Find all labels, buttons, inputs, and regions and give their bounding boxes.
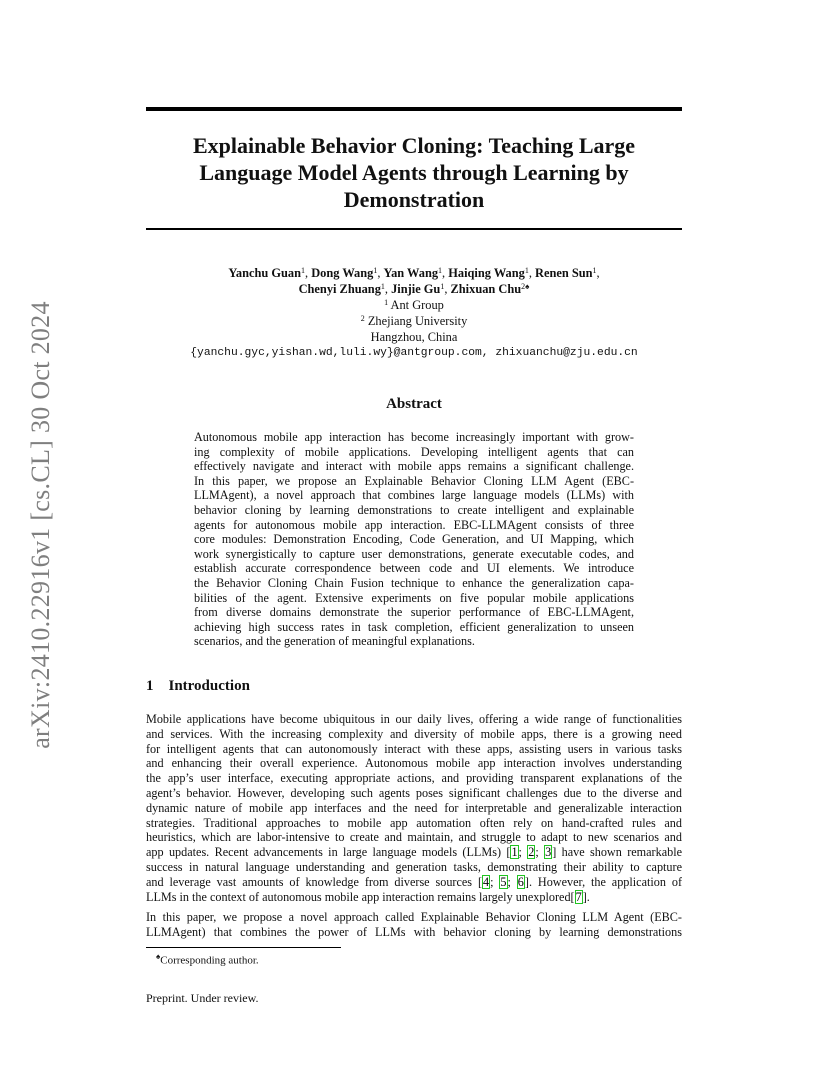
affil-sup: 1 — [301, 266, 306, 275]
body-line: strategies. Traditional approaches to mobile app automation often rely on hand-crafted rules and — [146, 815, 682, 830]
author-name: Yanchu Guan — [228, 266, 302, 280]
affiliation-city: Hangzhou, China — [370, 330, 458, 344]
affil-sup: 1 — [380, 282, 385, 291]
body-line: LLMs in the context of autonomous mobile app interaction remains largely unexplored[7]. — [146, 889, 590, 904]
arxiv-side-stamp — [26, 290, 56, 760]
abstract-line: from diverse domains demonstrate the superior performance of EBC-LLMAgent, — [194, 605, 634, 620]
body-line: Mobile applications have become ubiquitous in our daily lives, offering a wide range of functionalities — [146, 712, 682, 726]
abstract-line: bilities of the agent. Extensive experiments on five popular mobile applications — [194, 590, 634, 605]
author-emails: {yanchu.gyc,yishan.wd,luli.wy}@antgroup.com, zhixuanchu@zju.edu.cn — [190, 347, 638, 359]
affil-sup: 1 — [592, 266, 597, 275]
author-name: Chenyi Zhuang — [298, 282, 381, 296]
body-line: for intelligent agents that can autonomously interact with these apps, assisting users in various tasks — [146, 741, 682, 756]
title-line: Language Model Agents through Learning by — [199, 160, 629, 185]
abstract-body — [194, 430, 634, 649]
body-line: In this paper, we propose a novel approach called Explainable Behavior Cloning LLM Agent (EBC- — [146, 910, 682, 924]
author-name: Renen Sun — [535, 266, 593, 280]
preprint-footer: Preprint. Under review. — [146, 991, 259, 1005]
footnote-text: Corresponding author. — [160, 954, 259, 967]
arxiv-stamp-text: arXiv:2410.22916v1 [cs.CL] 30 Oct 2024 — [26, 301, 55, 749]
citation-link[interactable]: 3 — [545, 845, 552, 860]
author-name: Zhixuan Chu — [450, 282, 522, 296]
abstract-heading: Abstract — [386, 396, 442, 412]
citation-link[interactable]: 2 — [528, 845, 535, 860]
citation-link[interactable]: 1 — [511, 845, 518, 860]
abstract-line: scenarios, and the generation of meaningful explanations. — [194, 634, 475, 649]
body-line: app updates. Recent advancements in large language models (LLMs) [1; 2; 3] have shown remarkable — [146, 845, 682, 860]
abstract-line: agents for autonomous mobile app interaction. EBC-LLMAgent consists of three — [194, 517, 634, 532]
body-line: heuristics, which are labor-intensive to create and maintain, and struggle to adapt to new scenarios and — [146, 830, 682, 845]
body-line: success in natural language understanding and generation tasks, demonstrating their ability to capture — [146, 859, 682, 874]
abstract-line: Autonomous mobile app interaction has become increasingly important with grow- — [194, 430, 634, 444]
citation-link[interactable]: 5 — [500, 874, 507, 889]
abstract-line: LLMAgent), a novel approach that combines large language models (LLMs) with — [194, 488, 634, 503]
abstract-line: ing complexity of mobile applications. Developing intelligent agents that can — [194, 444, 634, 459]
abstract-line: behavior cloning by learning demonstrations to create intelligent and explainable — [194, 502, 634, 517]
footnote-rule — [146, 947, 341, 948]
title-line: Demonstration — [343, 187, 485, 212]
section-number: 1 — [146, 678, 154, 694]
body-line: and leverage vast amounts of knowledge from diverse sources [4; 5; 6]. However, the application of — [146, 874, 682, 889]
body-line: LLMAgent) that combines the power of LLMs with behavior cloning by learning demonstrations — [146, 924, 682, 939]
title-line: Explainable Behavior Cloning: Teaching Large — [192, 133, 636, 158]
corresponding-mark-icon: ♠ — [525, 282, 530, 291]
abstract-line: establish accurate correspondence between code and UI elements. We introduce — [194, 561, 634, 576]
citation-link[interactable]: 4 — [483, 874, 490, 889]
author-line-2: Chenyi Zhuang$^1$, Jinjie Gu$^1$, Zhixuan Chu$^{2♠}$ — [298, 282, 530, 296]
abstract-line: achieving high success rates in task completion, efficient generalization to unseen — [194, 619, 634, 634]
affil-sup: 1 — [373, 266, 378, 275]
title-bottom-rule — [146, 228, 682, 230]
affil-sup: 1 — [438, 266, 443, 275]
citation-link[interactable]: 6 — [517, 874, 524, 889]
intro-paragraph-2 — [146, 910, 682, 940]
abstract-line: core modules: Demonstration Encoding, Code Generation, and UI Mapping, which — [194, 532, 634, 547]
body-line: and enhancing their overall experience. Autonomous mobile app interaction involves understanding — [146, 756, 682, 771]
body-line: agent’s behavior. However, developing such agents poses significant challenges due to the diverse and — [146, 785, 682, 800]
affil-sup: 1 — [524, 266, 529, 275]
corresponding-mark-icon: ♠ — [156, 952, 161, 961]
section-title: Introduction — [168, 678, 250, 694]
author-name: Yan Wang — [383, 266, 439, 280]
affiliation-2: $^2$ Zhejiang University — [360, 314, 468, 328]
author-name: Haiqing Wang — [448, 266, 525, 280]
author-block — [146, 265, 682, 361]
affil-sup: 2♠ — [521, 282, 530, 291]
body-line: and services. With the increasing complexity and diversity of mobile apps, there is a growing need — [146, 726, 682, 741]
abstract-line: work synergistically to capture user demonstrations, generate executable codes, and — [194, 546, 634, 561]
footnote — [156, 952, 259, 967]
author-line-1: Yanchu Guan$^1$, Dong Wang$^1$, Yan Wang$^1$, Haiqing Wang$^1$, Renen Sun$^1$, — [228, 266, 600, 280]
body-line: the app’s user interface, executing appropriate actions, and providing transparent explanations of the — [146, 771, 682, 786]
section-heading-introduction — [146, 678, 250, 695]
author-name: Dong Wang — [311, 266, 374, 280]
abstract-line: the Behavior Cloning Chain Fusion technique to enhance the generalization capa- — [194, 575, 634, 590]
intro-paragraph-1 — [146, 712, 682, 904]
author-name: Jinjie Gu — [391, 282, 441, 296]
abstract-line: effectively navigate and interact with mobile apps remains a significant challenge. — [194, 459, 634, 474]
paper-title — [146, 132, 682, 213]
citation-link[interactable]: 7 — [575, 889, 582, 904]
body-line: dynamic nature of mobile app interfaces and the need for interpretable and generalizable interaction — [146, 800, 682, 815]
abstract-line: In this paper, we propose an Explainable Behavior Cloning LLM Agent (EBC- — [194, 473, 634, 488]
affil-sup: 1 — [440, 282, 445, 291]
affiliation-1: $^1$ Ant Group — [384, 298, 444, 312]
title-top-rule — [146, 107, 682, 111]
